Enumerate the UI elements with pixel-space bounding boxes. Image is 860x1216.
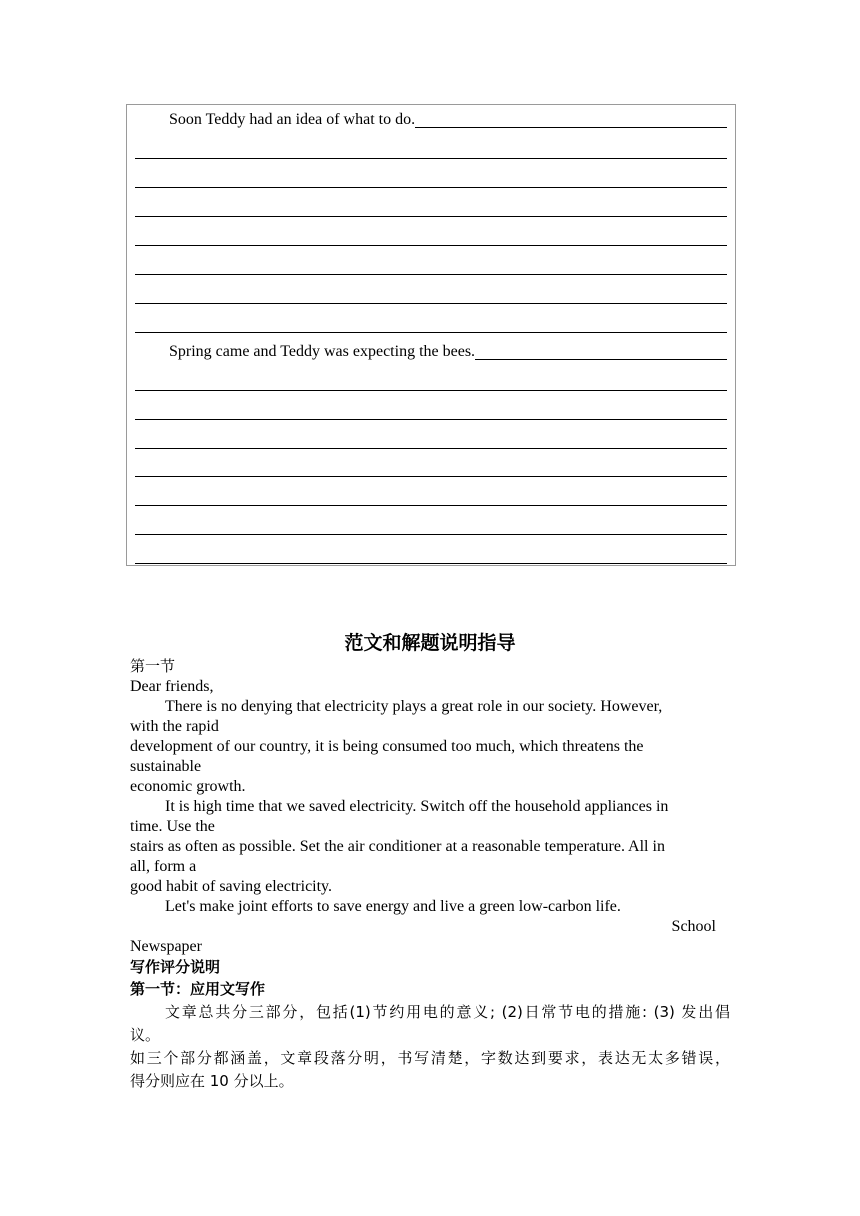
- writing-line[interactable]: [135, 332, 727, 333]
- letter-line: Let's make joint efforts to save energy and live a green low-carbon life.: [165, 898, 621, 915]
- continuation-prompt-1: [135, 107, 727, 129]
- writing-line[interactable]: [135, 187, 727, 188]
- letter-greeting: Dear friends,: [130, 678, 214, 695]
- scoring-title: 写作评分说明: [130, 958, 221, 976]
- letter-line: development of our country, it is being consumed too much, which threatens the: [130, 738, 644, 755]
- letter-line: time. Use the: [130, 818, 215, 835]
- letter-line: There is no denying that electricity plays a great role in our society. However,: [165, 698, 663, 715]
- prompt-1-text: Soon Teddy had an idea of what to do.: [169, 111, 416, 128]
- letter-line: all, form a: [130, 858, 197, 875]
- continuation-prompt-2: [135, 339, 727, 361]
- writing-line[interactable]: [135, 274, 727, 275]
- prompt-2-text: Spring came and Teddy was expecting the bees.: [169, 343, 476, 360]
- writing-line[interactable]: [135, 563, 727, 564]
- scoring-line: 得分则应在 10 分以上。: [130, 1072, 294, 1090]
- writing-line[interactable]: [135, 419, 727, 420]
- writing-line[interactable]: [135, 448, 727, 449]
- prompt-2-blank[interactable]: [475, 359, 727, 360]
- writing-line[interactable]: [135, 476, 727, 477]
- letter-line: good habit of saving electricity.: [130, 878, 333, 895]
- letter-line: with the rapid: [130, 718, 219, 735]
- writing-line[interactable]: [135, 245, 727, 246]
- writing-line[interactable]: [135, 505, 727, 506]
- scoring-line: 如三个部分都涵盖，文章段落分明，书写清楚，字数达到要求，表达无太多错误，: [130, 1049, 730, 1067]
- prompt-1-blank[interactable]: [415, 127, 727, 128]
- letter-line: economic growth.: [130, 778, 246, 795]
- letter-line: sustainable: [130, 758, 202, 775]
- letter-signature: Newspaper: [130, 938, 202, 955]
- writing-line[interactable]: [135, 390, 727, 391]
- letter-line: It is high time that we saved electricity. Switch off the household appliances in: [165, 798, 669, 815]
- scoring-line: 文章总共分三部分，包括(1)节约用电的意义; (2)日常节电的措施: (3) 发出倡: [165, 1003, 730, 1021]
- letter-signature: School: [671, 918, 716, 935]
- scoring-line: 议。: [130, 1026, 161, 1044]
- writing-line[interactable]: [135, 158, 727, 159]
- writing-line[interactable]: [135, 303, 727, 304]
- section-label: 第一节: [130, 657, 176, 675]
- scoring-subtitle: 第一节：应用文写作: [130, 980, 266, 998]
- section-title: 范文和解题说明指导: [344, 632, 516, 654]
- writing-line[interactable]: [135, 534, 727, 535]
- writing-line[interactable]: [135, 216, 727, 217]
- letter-line: stairs as often as possible. Set the air conditioner at a reasonable temperature. All in: [130, 838, 665, 855]
- writing-box: [126, 104, 736, 566]
